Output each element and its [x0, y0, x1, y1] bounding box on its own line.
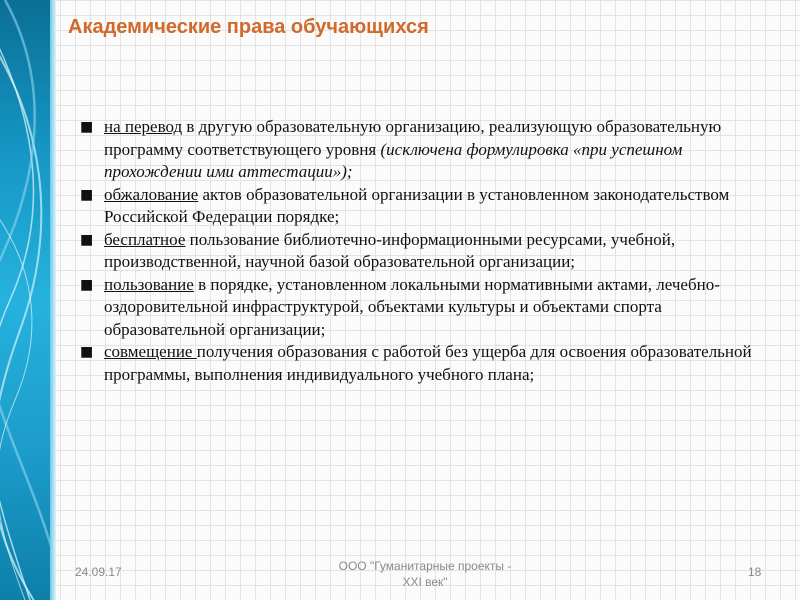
wave-decoration	[0, 0, 50, 600]
footer-date: 24.09.17	[75, 565, 122, 579]
item-italic-note: (исключена формулировка «при успешном прохождении ими аттестации»);	[104, 139, 683, 181]
item-text: в порядке, установленном локальными нормативными актами, лечебно-оздоровительной инфраструктурой, объектами культуры и объектами спорта образовательной организации;	[104, 274, 720, 339]
footer-page-number: 18	[748, 565, 762, 579]
item-keyword: на перевод	[104, 117, 183, 136]
bullet-icon: ■	[80, 186, 94, 203]
rights-list	[80, 116, 780, 386]
footer-org-line: ООО "Гуманитарные проекты -	[338, 559, 512, 573]
bullet-icon: ■	[80, 231, 94, 248]
item-keyword: совмещение	[104, 342, 197, 361]
decorative-side-band	[0, 0, 50, 600]
bullet-icon: ■	[80, 344, 94, 360]
item-text: пользование библиотечно-информационными ресурсами, учебной, производственной, научной базой образовательной организации;	[104, 229, 676, 271]
item-keyword: обжалование	[104, 184, 199, 204]
band-edge-highlight	[50, 0, 56, 600]
footer-organization	[305, 558, 545, 590]
slide-title: Академические права обучающихся	[68, 16, 429, 38]
bullet-icon: ■	[80, 276, 94, 293]
item-text: в другую образовательную организацию, реализующую образовательную программу соответствующего уровня	[104, 117, 722, 159]
list-item	[80, 229, 780, 274]
item-keyword: пользование	[104, 274, 194, 294]
list-item	[80, 116, 780, 184]
item-text: актов образовательной организации в установленном законодательством Российской Федерации порядке;	[104, 184, 730, 226]
list-item	[80, 341, 780, 386]
item-text: получения образования с работой без ущерба для освоения образовательной программы, выполнения индивидуального учебного плана;	[104, 342, 752, 384]
bullet-icon: ■	[80, 119, 94, 135]
footer-org-line: XXI век"	[402, 575, 448, 589]
list-item	[80, 274, 780, 342]
item-keyword: бесплатное	[104, 229, 186, 249]
list-item	[80, 184, 780, 229]
